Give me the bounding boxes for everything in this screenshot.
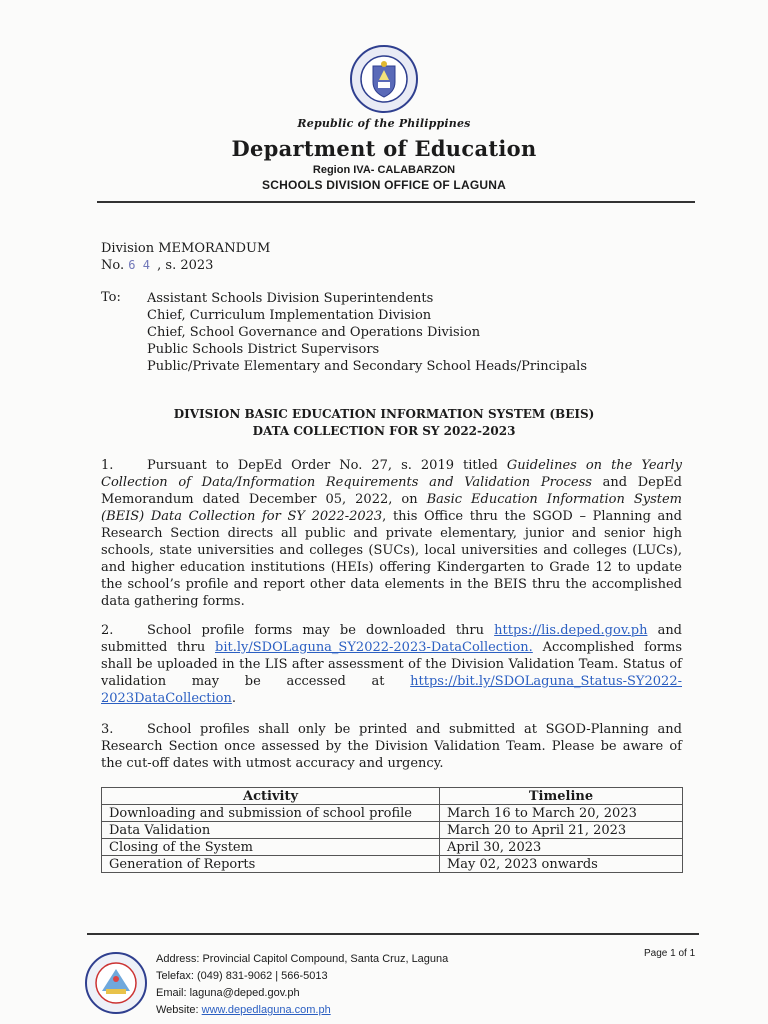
paragraph-text: School profile forms may be downloaded thru [147, 623, 495, 638]
timeline-cell: April 30, 2023 [440, 839, 683, 856]
paragraph-italic: Basic Education Information System (BEIS) Data Collection for SY 2022-2023 [101, 492, 683, 524]
footer-telefax: Telefax: (049) 831-9062 | 566-5013 [156, 970, 328, 982]
subject-line-1: DIVISION BASIC EDUCATION INFORMATION SYSTEM (BEIS) [173, 407, 595, 421]
deped-seal-icon [349, 44, 419, 114]
department-heading: Department of Education [231, 136, 537, 161]
recipient-item: Public Schools District Supervisors [147, 342, 380, 357]
memo-number-prefix: No. [101, 258, 129, 273]
paragraph-text: and submitted thru [101, 623, 683, 655]
paragraph-3 [101, 721, 682, 772]
memo-number-value: 6 4 [128, 258, 158, 272]
recipient-item: Chief, School Governance and Operations Division [147, 325, 481, 340]
submission-link[interactable]: bit.ly/SDOLaguna_SY2022-2023-DataCollection. [215, 640, 533, 655]
footer-divider [87, 933, 699, 935]
republic-heading: Republic of the Philippines [297, 117, 471, 130]
paragraph-text: and DepEd Memorandum dated December 05, 2022, on [101, 475, 682, 507]
timeline-header: Timeline [440, 788, 683, 805]
memo-subject [0, 406, 768, 440]
page-number: Page 1 of 1 [644, 948, 696, 959]
table-row [102, 805, 683, 822]
table-row [102, 822, 683, 839]
timeline-cell: May 02, 2023 onwards [440, 856, 683, 873]
lis-link[interactable]: https://lis.deped.gov.ph [494, 623, 648, 638]
activity-header: Activity [102, 788, 440, 805]
paragraph-text: Accomplished forms shall be uploaded in the LIS after assessment of the Division Validation Team. Status of validation may be accessed at [101, 640, 682, 689]
paragraph-text: Pursuant to DepEd Order No. 27, s. 2019 titled [147, 458, 507, 473]
paragraph-number: 1. [101, 458, 114, 473]
footer-email: Email: laguna@deped.gov.ph [156, 987, 300, 999]
table-row [102, 856, 683, 873]
table-row [102, 839, 683, 856]
recipient-item: Assistant Schools Division Superintendents [147, 291, 434, 306]
paragraph-text: . [231, 691, 237, 706]
memo-number-suffix: , s. 2023 [157, 258, 214, 273]
memo-number [101, 257, 213, 274]
timeline-cell: March 16 to March 20, 2023 [440, 805, 683, 822]
timeline-cell: March 20 to April 21, 2023 [440, 822, 683, 839]
website-label: Website: [156, 1004, 202, 1016]
division-seal-icon [84, 951, 148, 1015]
paragraph-number: 3. [101, 722, 114, 737]
paragraph-number: 2. [101, 623, 114, 638]
office-heading: SCHOOLS DIVISION OFFICE OF LAGUNA [262, 178, 506, 192]
recipient-item: Chief, Curriculum Implementation Division [147, 308, 432, 323]
paragraph-2 [101, 622, 682, 707]
to-label: To: [101, 290, 121, 305]
recipient-item: Public/Private Elementary and Secondary School Heads/Principals [147, 359, 587, 374]
activity-cell: Downloading and submission of school profile [102, 805, 440, 822]
footer-contact [156, 951, 448, 1019]
memo-type: Division MEMORANDUM [101, 241, 271, 256]
subject-line-2: DATA COLLECTION FOR SY 2022-2023 [252, 424, 516, 438]
activity-cell: Closing of the System [102, 839, 440, 856]
activity-cell: Generation of Reports [102, 856, 440, 873]
header-divider [97, 201, 695, 203]
paragraph-italic: Guidelines on the Yearly Collection of Data/Information Requirements and Validation Process [101, 458, 682, 490]
timeline-table [101, 787, 683, 873]
activity-cell: Data Validation [102, 822, 440, 839]
table-header-row [102, 788, 683, 805]
region-heading: Region IVA- CALABARZON [312, 164, 456, 176]
paragraph-1 [101, 457, 682, 610]
paragraph-text: , this Office thru the SGOD – Planning and Research Section directs all public and private elementary, junior and senior high schools, state universities and colleges (SUCs), local universities and colleges (LUCs), and higher education institutions (HEIs) offering Kindergarten to Grade 12 to update the school’s profile and report other data elements in the BEIS thru the accomplished data gathering forms. [101, 509, 682, 609]
footer-website [156, 1002, 448, 1019]
footer-address: Address: Provincial Capitol Compound, Santa Cruz, Laguna [156, 953, 449, 965]
status-link[interactable]: https://bit.ly/SDOLaguna_Status-SY2022-2023DataCollection [101, 674, 682, 706]
recipient-list [147, 290, 587, 375]
website-link[interactable]: www.depedlaguna.com.ph [201, 1004, 331, 1016]
paragraph-text: School profiles shall only be printed and submitted at SGOD-Planning and Research Section once assessed by the Division Validation Team. Please be aware of the cut-off dates with utmost accuracy and urgency. [101, 722, 682, 771]
